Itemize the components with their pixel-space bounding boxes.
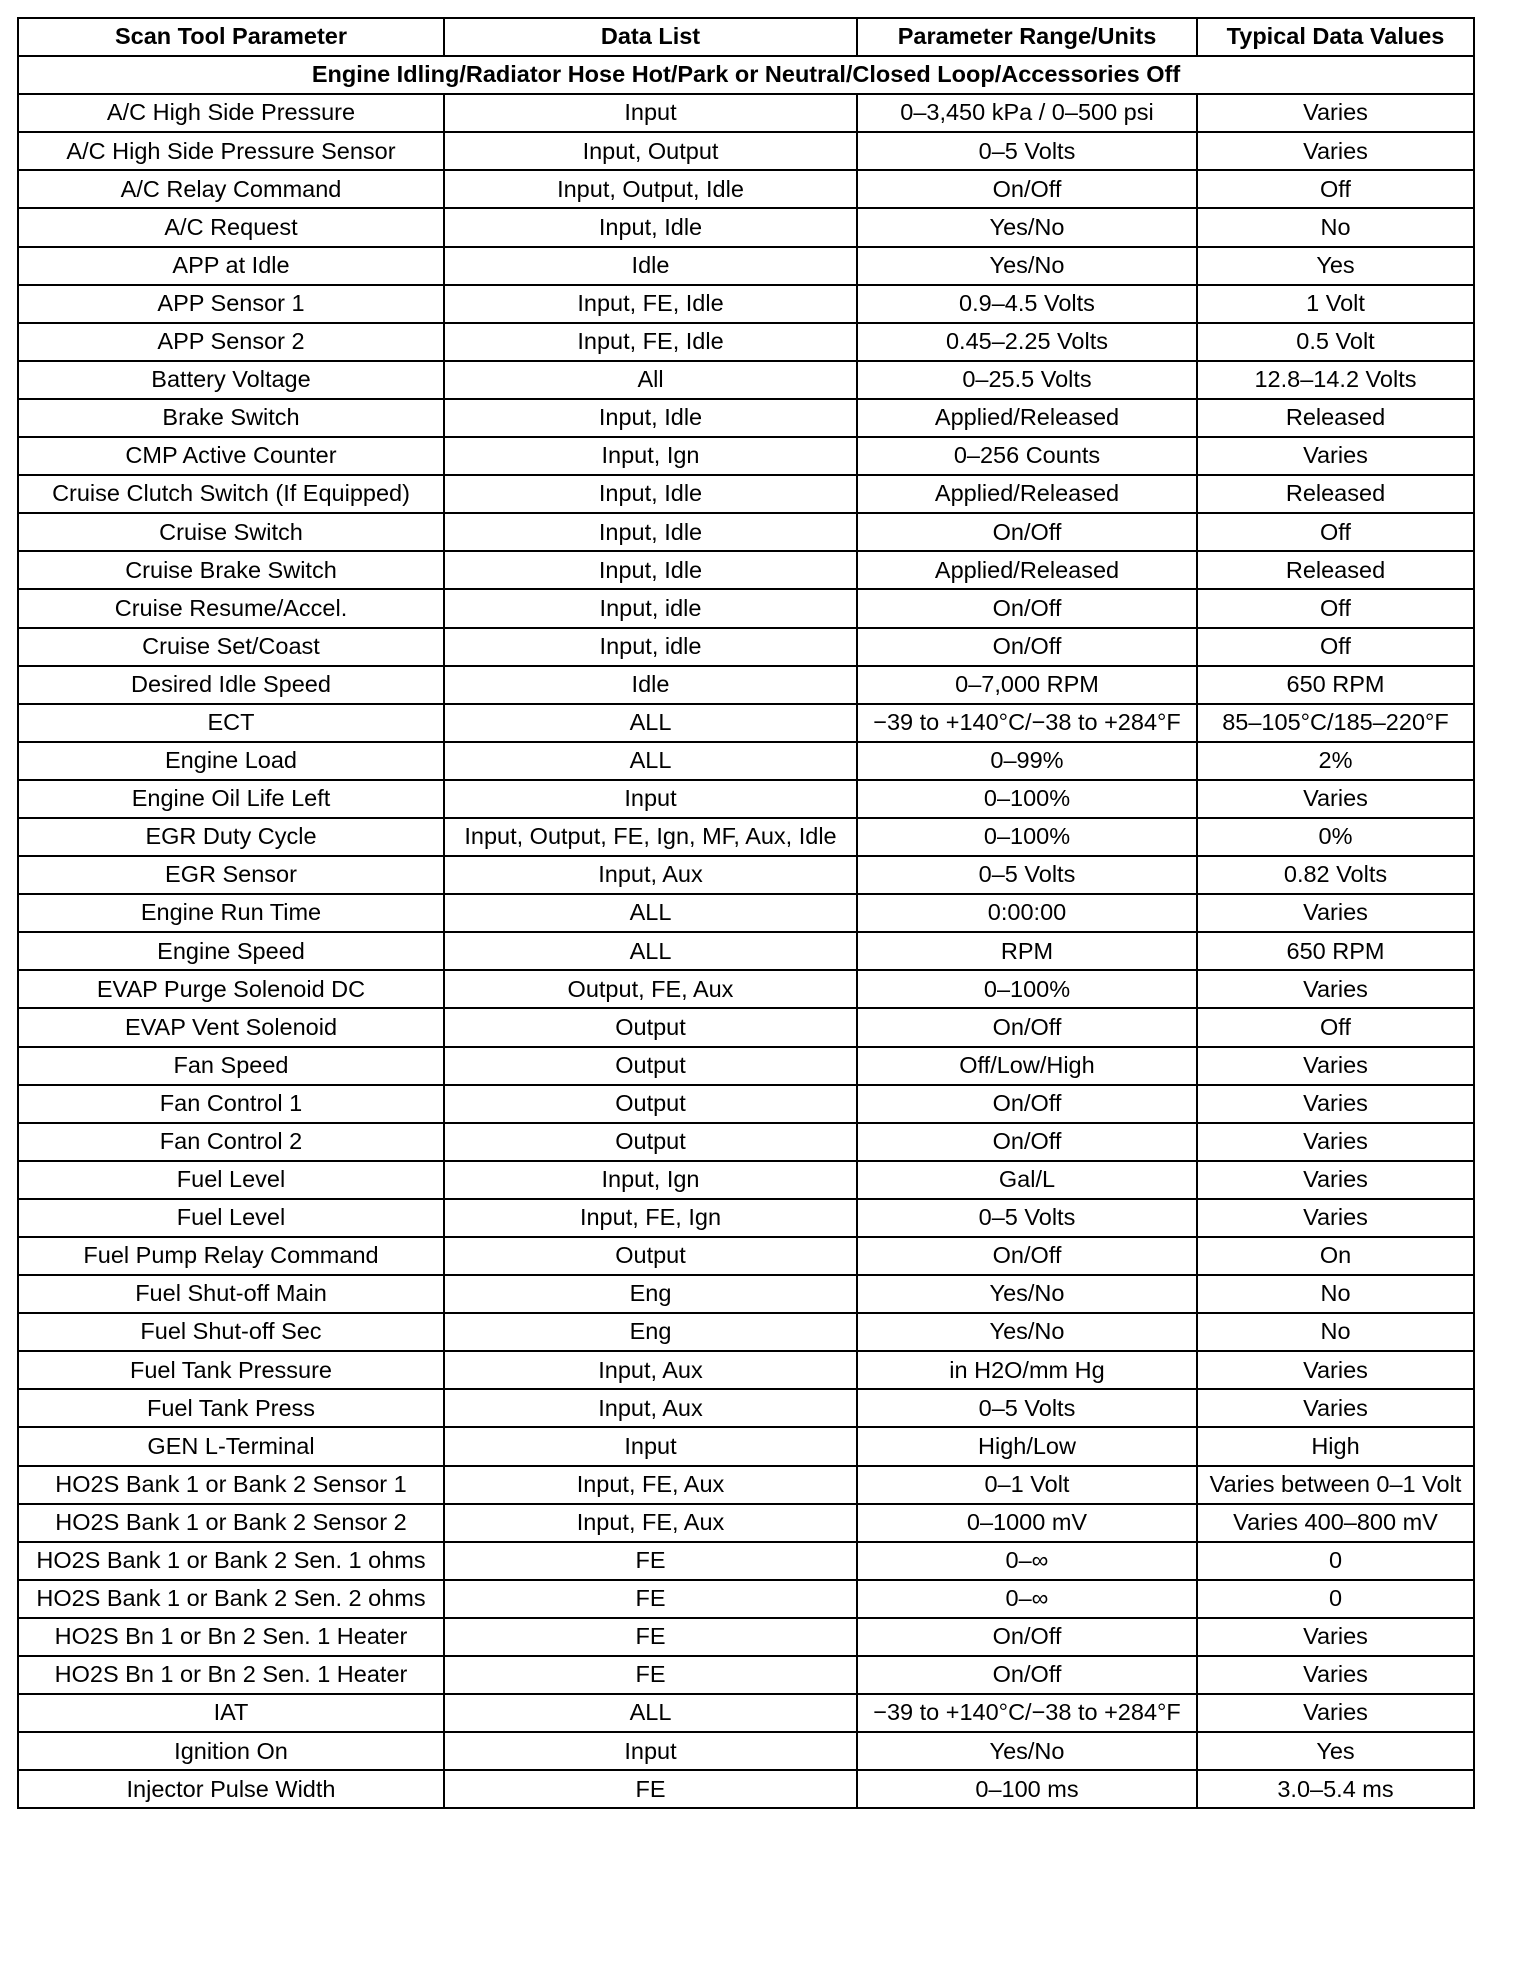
cell-typical-data-values: 650 RPM: [1197, 666, 1474, 704]
table-row: [18, 780, 1474, 818]
table-row: [18, 704, 1474, 742]
cell-scan-tool-parameter: EGR Sensor: [18, 856, 444, 894]
table-row: [18, 1427, 1474, 1465]
cell-parameter-range-units: Applied/Released: [857, 399, 1197, 437]
table-row: [18, 513, 1474, 551]
cell-data-list: Input, Output: [444, 132, 857, 170]
table-row: [18, 170, 1474, 208]
table-row: [18, 628, 1474, 666]
cell-parameter-range-units: 0–∞: [857, 1580, 1197, 1618]
cell-data-list: Eng: [444, 1313, 857, 1351]
cell-parameter-range-units: 0.45–2.25 Volts: [857, 323, 1197, 361]
cell-data-list: Input, idle: [444, 589, 857, 627]
cell-data-list: Output: [444, 1085, 857, 1123]
table-row: [18, 1275, 1474, 1313]
cell-data-list: FE: [444, 1580, 857, 1618]
table-body: [18, 56, 1474, 1808]
table-row: [18, 894, 1474, 932]
cell-data-list: Input, Idle: [444, 513, 857, 551]
table-row: [18, 856, 1474, 894]
cell-typical-data-values: Off: [1197, 589, 1474, 627]
cell-data-list: Input, FE, Idle: [444, 285, 857, 323]
cell-data-list: Input, Output, Idle: [444, 170, 857, 208]
cell-typical-data-values: 85–105°C/185–220°F: [1197, 704, 1474, 742]
table-row: [18, 1199, 1474, 1237]
table-row: [18, 323, 1474, 361]
table-row: [18, 1389, 1474, 1427]
cell-parameter-range-units: 0–100%: [857, 970, 1197, 1008]
cell-scan-tool-parameter: Fan Speed: [18, 1047, 444, 1085]
cell-typical-data-values: Varies: [1197, 1047, 1474, 1085]
cell-typical-data-values: 3.0–5.4 ms: [1197, 1770, 1474, 1808]
cell-scan-tool-parameter: HO2S Bank 1 or Bank 2 Sensor 2: [18, 1504, 444, 1542]
header-scan-tool-parameter: Scan Tool Parameter: [18, 18, 444, 56]
cell-data-list: Input, Idle: [444, 551, 857, 589]
cell-scan-tool-parameter: Injector Pulse Width: [18, 1770, 444, 1808]
table-row: [18, 589, 1474, 627]
cell-typical-data-values: Varies: [1197, 132, 1474, 170]
cell-typical-data-values: Off: [1197, 513, 1474, 551]
cell-parameter-range-units: 0:00:00: [857, 894, 1197, 932]
table-row: [18, 932, 1474, 970]
cell-typical-data-values: Varies: [1197, 1694, 1474, 1732]
cell-typical-data-values: 0.82 Volts: [1197, 856, 1474, 894]
cell-scan-tool-parameter: Desired Idle Speed: [18, 666, 444, 704]
cell-scan-tool-parameter: A/C High Side Pressure Sensor: [18, 132, 444, 170]
cell-typical-data-values: Varies: [1197, 1656, 1474, 1694]
cell-typical-data-values: Yes: [1197, 247, 1474, 285]
cell-parameter-range-units: 0–100%: [857, 780, 1197, 818]
table-row: [18, 1618, 1474, 1656]
cell-parameter-range-units: On/Off: [857, 513, 1197, 551]
cell-parameter-range-units: Off/Low/High: [857, 1047, 1197, 1085]
cell-scan-tool-parameter: HO2S Bank 1 or Bank 2 Sensor 1: [18, 1466, 444, 1504]
header-data-list: Data List: [444, 18, 857, 56]
cell-parameter-range-units: Yes/No: [857, 1275, 1197, 1313]
cell-scan-tool-parameter: EVAP Vent Solenoid: [18, 1008, 444, 1046]
cell-typical-data-values: Varies: [1197, 1085, 1474, 1123]
cell-parameter-range-units: High/Low: [857, 1427, 1197, 1465]
cell-typical-data-values: Varies: [1197, 894, 1474, 932]
cell-scan-tool-parameter: Fan Control 1: [18, 1085, 444, 1123]
table-row: [18, 1694, 1474, 1732]
table-row: [18, 1008, 1474, 1046]
cell-typical-data-values: Varies 400–800 mV: [1197, 1504, 1474, 1542]
cell-data-list: Input: [444, 1732, 857, 1770]
cell-typical-data-values: Varies: [1197, 1389, 1474, 1427]
cell-scan-tool-parameter: Fuel Level: [18, 1161, 444, 1199]
cell-scan-tool-parameter: Cruise Clutch Switch (If Equipped): [18, 475, 444, 513]
cell-typical-data-values: No: [1197, 1313, 1474, 1351]
table-row: [18, 437, 1474, 475]
cell-data-list: ALL: [444, 742, 857, 780]
cell-scan-tool-parameter: GEN L-Terminal: [18, 1427, 444, 1465]
cell-typical-data-values: High: [1197, 1427, 1474, 1465]
cell-data-list: Input, Ign: [444, 437, 857, 475]
cell-scan-tool-parameter: APP Sensor 2: [18, 323, 444, 361]
cell-scan-tool-parameter: Engine Load: [18, 742, 444, 780]
cell-scan-tool-parameter: Engine Oil Life Left: [18, 780, 444, 818]
cell-scan-tool-parameter: Fan Control 2: [18, 1123, 444, 1161]
cell-scan-tool-parameter: Cruise Switch: [18, 513, 444, 551]
table-row: [18, 1085, 1474, 1123]
cell-typical-data-values: Released: [1197, 475, 1474, 513]
cell-typical-data-values: Varies between 0–1 Volt: [1197, 1466, 1474, 1504]
table-row: [18, 1504, 1474, 1542]
cell-scan-tool-parameter: Fuel Tank Pressure: [18, 1351, 444, 1389]
cell-typical-data-values: Varies: [1197, 1199, 1474, 1237]
header-typical-data-values: Typical Data Values: [1197, 18, 1474, 56]
table-row: [18, 1542, 1474, 1580]
table-row: [18, 1770, 1474, 1808]
cell-parameter-range-units: On/Off: [857, 628, 1197, 666]
cell-scan-tool-parameter: Cruise Brake Switch: [18, 551, 444, 589]
cell-scan-tool-parameter: Ignition On: [18, 1732, 444, 1770]
cell-typical-data-values: 0: [1197, 1542, 1474, 1580]
cell-scan-tool-parameter: Fuel Shut-off Sec: [18, 1313, 444, 1351]
cell-parameter-range-units: On/Off: [857, 1656, 1197, 1694]
cell-parameter-range-units: Applied/Released: [857, 551, 1197, 589]
cell-typical-data-values: Yes: [1197, 1732, 1474, 1770]
cell-scan-tool-parameter: Engine Speed: [18, 932, 444, 970]
cell-typical-data-values: On: [1197, 1237, 1474, 1275]
table-row: [18, 94, 1474, 132]
cell-data-list: Input: [444, 94, 857, 132]
cell-data-list: Input: [444, 1427, 857, 1465]
cell-typical-data-values: 2%: [1197, 742, 1474, 780]
cell-parameter-range-units: Gal/L: [857, 1161, 1197, 1199]
cell-data-list: FE: [444, 1542, 857, 1580]
cell-data-list: Input, FE, Ign: [444, 1199, 857, 1237]
cell-parameter-range-units: 0.9–4.5 Volts: [857, 285, 1197, 323]
cell-typical-data-values: No: [1197, 208, 1474, 246]
cell-scan-tool-parameter: Cruise Resume/Accel.: [18, 589, 444, 627]
cell-typical-data-values: Varies: [1197, 94, 1474, 132]
cell-scan-tool-parameter: EVAP Purge Solenoid DC: [18, 970, 444, 1008]
cell-typical-data-values: Released: [1197, 399, 1474, 437]
cell-scan-tool-parameter: Cruise Set/Coast: [18, 628, 444, 666]
table-row: [18, 399, 1474, 437]
table-row: [18, 818, 1474, 856]
table-row: [18, 285, 1474, 323]
cell-data-list: Output, FE, Aux: [444, 970, 857, 1008]
table-row: [18, 970, 1474, 1008]
table-row: [18, 1466, 1474, 1504]
cell-parameter-range-units: 0–∞: [857, 1542, 1197, 1580]
table-row: [18, 742, 1474, 780]
table-row: [18, 1047, 1474, 1085]
cell-typical-data-values: Varies: [1197, 1618, 1474, 1656]
cell-parameter-range-units: 0–100 ms: [857, 1770, 1197, 1808]
cell-scan-tool-parameter: Engine Run Time: [18, 894, 444, 932]
cell-scan-tool-parameter: Battery Voltage: [18, 361, 444, 399]
table-row: [18, 1732, 1474, 1770]
cell-typical-data-values: 0%: [1197, 818, 1474, 856]
cell-scan-tool-parameter: Brake Switch: [18, 399, 444, 437]
cell-data-list: All: [444, 361, 857, 399]
cell-parameter-range-units: 0–5 Volts: [857, 1199, 1197, 1237]
cell-scan-tool-parameter: Fuel Shut-off Main: [18, 1275, 444, 1313]
cell-typical-data-values: 1 Volt: [1197, 285, 1474, 323]
cell-typical-data-values: Off: [1197, 1008, 1474, 1046]
cell-typical-data-values: Varies: [1197, 1161, 1474, 1199]
table-row: [18, 1123, 1474, 1161]
cell-data-list: Input, Idle: [444, 208, 857, 246]
cell-parameter-range-units: 0–99%: [857, 742, 1197, 780]
cell-data-list: Output: [444, 1237, 857, 1275]
cell-typical-data-values: Varies: [1197, 1351, 1474, 1389]
cell-typical-data-values: Off: [1197, 628, 1474, 666]
scan-tool-data-table: [17, 17, 1475, 1809]
cell-parameter-range-units: Yes/No: [857, 1732, 1197, 1770]
cell-data-list: Input, FE, Idle: [444, 323, 857, 361]
cell-parameter-range-units: 0–5 Volts: [857, 1389, 1197, 1427]
cell-parameter-range-units: 0–100%: [857, 818, 1197, 856]
cell-parameter-range-units: 0–3,450 kPa / 0–500 psi: [857, 94, 1197, 132]
table-row: [18, 208, 1474, 246]
cell-typical-data-values: 12.8–14.2 Volts: [1197, 361, 1474, 399]
table-row: [18, 1237, 1474, 1275]
header-row: [18, 18, 1474, 56]
table-row: [18, 132, 1474, 170]
cell-data-list: Input, FE, Aux: [444, 1504, 857, 1542]
table-row: [18, 666, 1474, 704]
cell-data-list: Input, Aux: [444, 1389, 857, 1427]
cell-scan-tool-parameter: IAT: [18, 1694, 444, 1732]
cell-data-list: Input, FE, Aux: [444, 1466, 857, 1504]
cell-data-list: Input, Idle: [444, 399, 857, 437]
cell-parameter-range-units: −39 to +140°C/−38 to +284°F: [857, 704, 1197, 742]
cell-parameter-range-units: Applied/Released: [857, 475, 1197, 513]
cell-data-list: ALL: [444, 894, 857, 932]
cell-parameter-range-units: 0–5 Volts: [857, 132, 1197, 170]
cell-data-list: Output: [444, 1008, 857, 1046]
cell-data-list: Idle: [444, 666, 857, 704]
cell-scan-tool-parameter: ECT: [18, 704, 444, 742]
cell-typical-data-values: Varies: [1197, 1123, 1474, 1161]
cell-parameter-range-units: 0–25.5 Volts: [857, 361, 1197, 399]
cell-scan-tool-parameter: A/C Request: [18, 208, 444, 246]
cell-scan-tool-parameter: APP Sensor 1: [18, 285, 444, 323]
cell-data-list: Eng: [444, 1275, 857, 1313]
cell-typical-data-values: Varies: [1197, 437, 1474, 475]
cell-parameter-range-units: On/Off: [857, 1085, 1197, 1123]
cell-data-list: FE: [444, 1770, 857, 1808]
cell-scan-tool-parameter: HO2S Bn 1 or Bn 2 Sen. 1 Heater: [18, 1656, 444, 1694]
cell-data-list: Input, Idle: [444, 475, 857, 513]
table-row: [18, 551, 1474, 589]
cell-scan-tool-parameter: HO2S Bn 1 or Bn 2 Sen. 1 Heater: [18, 1618, 444, 1656]
table-row: [18, 1351, 1474, 1389]
cell-typical-data-values: Off: [1197, 170, 1474, 208]
cell-parameter-range-units: On/Off: [857, 589, 1197, 627]
table-row: [18, 1161, 1474, 1199]
cell-data-list: Output: [444, 1047, 857, 1085]
cell-parameter-range-units: On/Off: [857, 1237, 1197, 1275]
cell-parameter-range-units: 0–1 Volt: [857, 1466, 1197, 1504]
table-row: [18, 1313, 1474, 1351]
cell-typical-data-values: No: [1197, 1275, 1474, 1313]
cell-data-list: Input: [444, 780, 857, 818]
cell-typical-data-values: 0: [1197, 1580, 1474, 1618]
cell-parameter-range-units: On/Off: [857, 1123, 1197, 1161]
cell-scan-tool-parameter: EGR Duty Cycle: [18, 818, 444, 856]
section-row: [18, 56, 1474, 94]
cell-data-list: ALL: [444, 704, 857, 742]
cell-scan-tool-parameter: Fuel Tank Press: [18, 1389, 444, 1427]
cell-data-list: Idle: [444, 247, 857, 285]
cell-data-list: ALL: [444, 932, 857, 970]
cell-parameter-range-units: On/Off: [857, 1618, 1197, 1656]
table-row: [18, 475, 1474, 513]
cell-data-list: Input, idle: [444, 628, 857, 666]
cell-data-list: Input, Aux: [444, 1351, 857, 1389]
cell-data-list: Input, Output, FE, Ign, MF, Aux, Idle: [444, 818, 857, 856]
cell-parameter-range-units: On/Off: [857, 170, 1197, 208]
cell-typical-data-values: 650 RPM: [1197, 932, 1474, 970]
cell-data-list: Input, Aux: [444, 856, 857, 894]
table-row: [18, 247, 1474, 285]
cell-scan-tool-parameter: HO2S Bank 1 or Bank 2 Sen. 1 ohms: [18, 1542, 444, 1580]
cell-parameter-range-units: −39 to +140°C/−38 to +284°F: [857, 1694, 1197, 1732]
cell-typical-data-values: 0.5 Volt: [1197, 323, 1474, 361]
cell-parameter-range-units: 0–256 Counts: [857, 437, 1197, 475]
cell-typical-data-values: Varies: [1197, 780, 1474, 818]
cell-scan-tool-parameter: HO2S Bank 1 or Bank 2 Sen. 2 ohms: [18, 1580, 444, 1618]
cell-data-list: FE: [444, 1618, 857, 1656]
cell-scan-tool-parameter: Fuel Pump Relay Command: [18, 1237, 444, 1275]
table-row: [18, 1580, 1474, 1618]
cell-scan-tool-parameter: A/C High Side Pressure: [18, 94, 444, 132]
cell-parameter-range-units: On/Off: [857, 1008, 1197, 1046]
cell-data-list: FE: [444, 1656, 857, 1694]
cell-typical-data-values: Varies: [1197, 970, 1474, 1008]
cell-parameter-range-units: RPM: [857, 932, 1197, 970]
cell-typical-data-values: Released: [1197, 551, 1474, 589]
table-row: [18, 1656, 1474, 1694]
cell-scan-tool-parameter: APP at Idle: [18, 247, 444, 285]
cell-parameter-range-units: 0–5 Volts: [857, 856, 1197, 894]
cell-scan-tool-parameter: Fuel Level: [18, 1199, 444, 1237]
cell-parameter-range-units: Yes/No: [857, 1313, 1197, 1351]
cell-parameter-range-units: 0–7,000 RPM: [857, 666, 1197, 704]
cell-parameter-range-units: Yes/No: [857, 247, 1197, 285]
cell-parameter-range-units: in H2O/mm Hg: [857, 1351, 1197, 1389]
table-row: [18, 361, 1474, 399]
section-title: Engine Idling/Radiator Hose Hot/Park or Neutral/Closed Loop/Accessories Off: [18, 56, 1474, 94]
cell-data-list: Input, Ign: [444, 1161, 857, 1199]
cell-scan-tool-parameter: CMP Active Counter: [18, 437, 444, 475]
cell-parameter-range-units: 0–1000 mV: [857, 1504, 1197, 1542]
header-parameter-range-units: Parameter Range/Units: [857, 18, 1197, 56]
cell-scan-tool-parameter: A/C Relay Command: [18, 170, 444, 208]
cell-parameter-range-units: Yes/No: [857, 208, 1197, 246]
cell-data-list: ALL: [444, 1694, 857, 1732]
cell-data-list: Output: [444, 1123, 857, 1161]
